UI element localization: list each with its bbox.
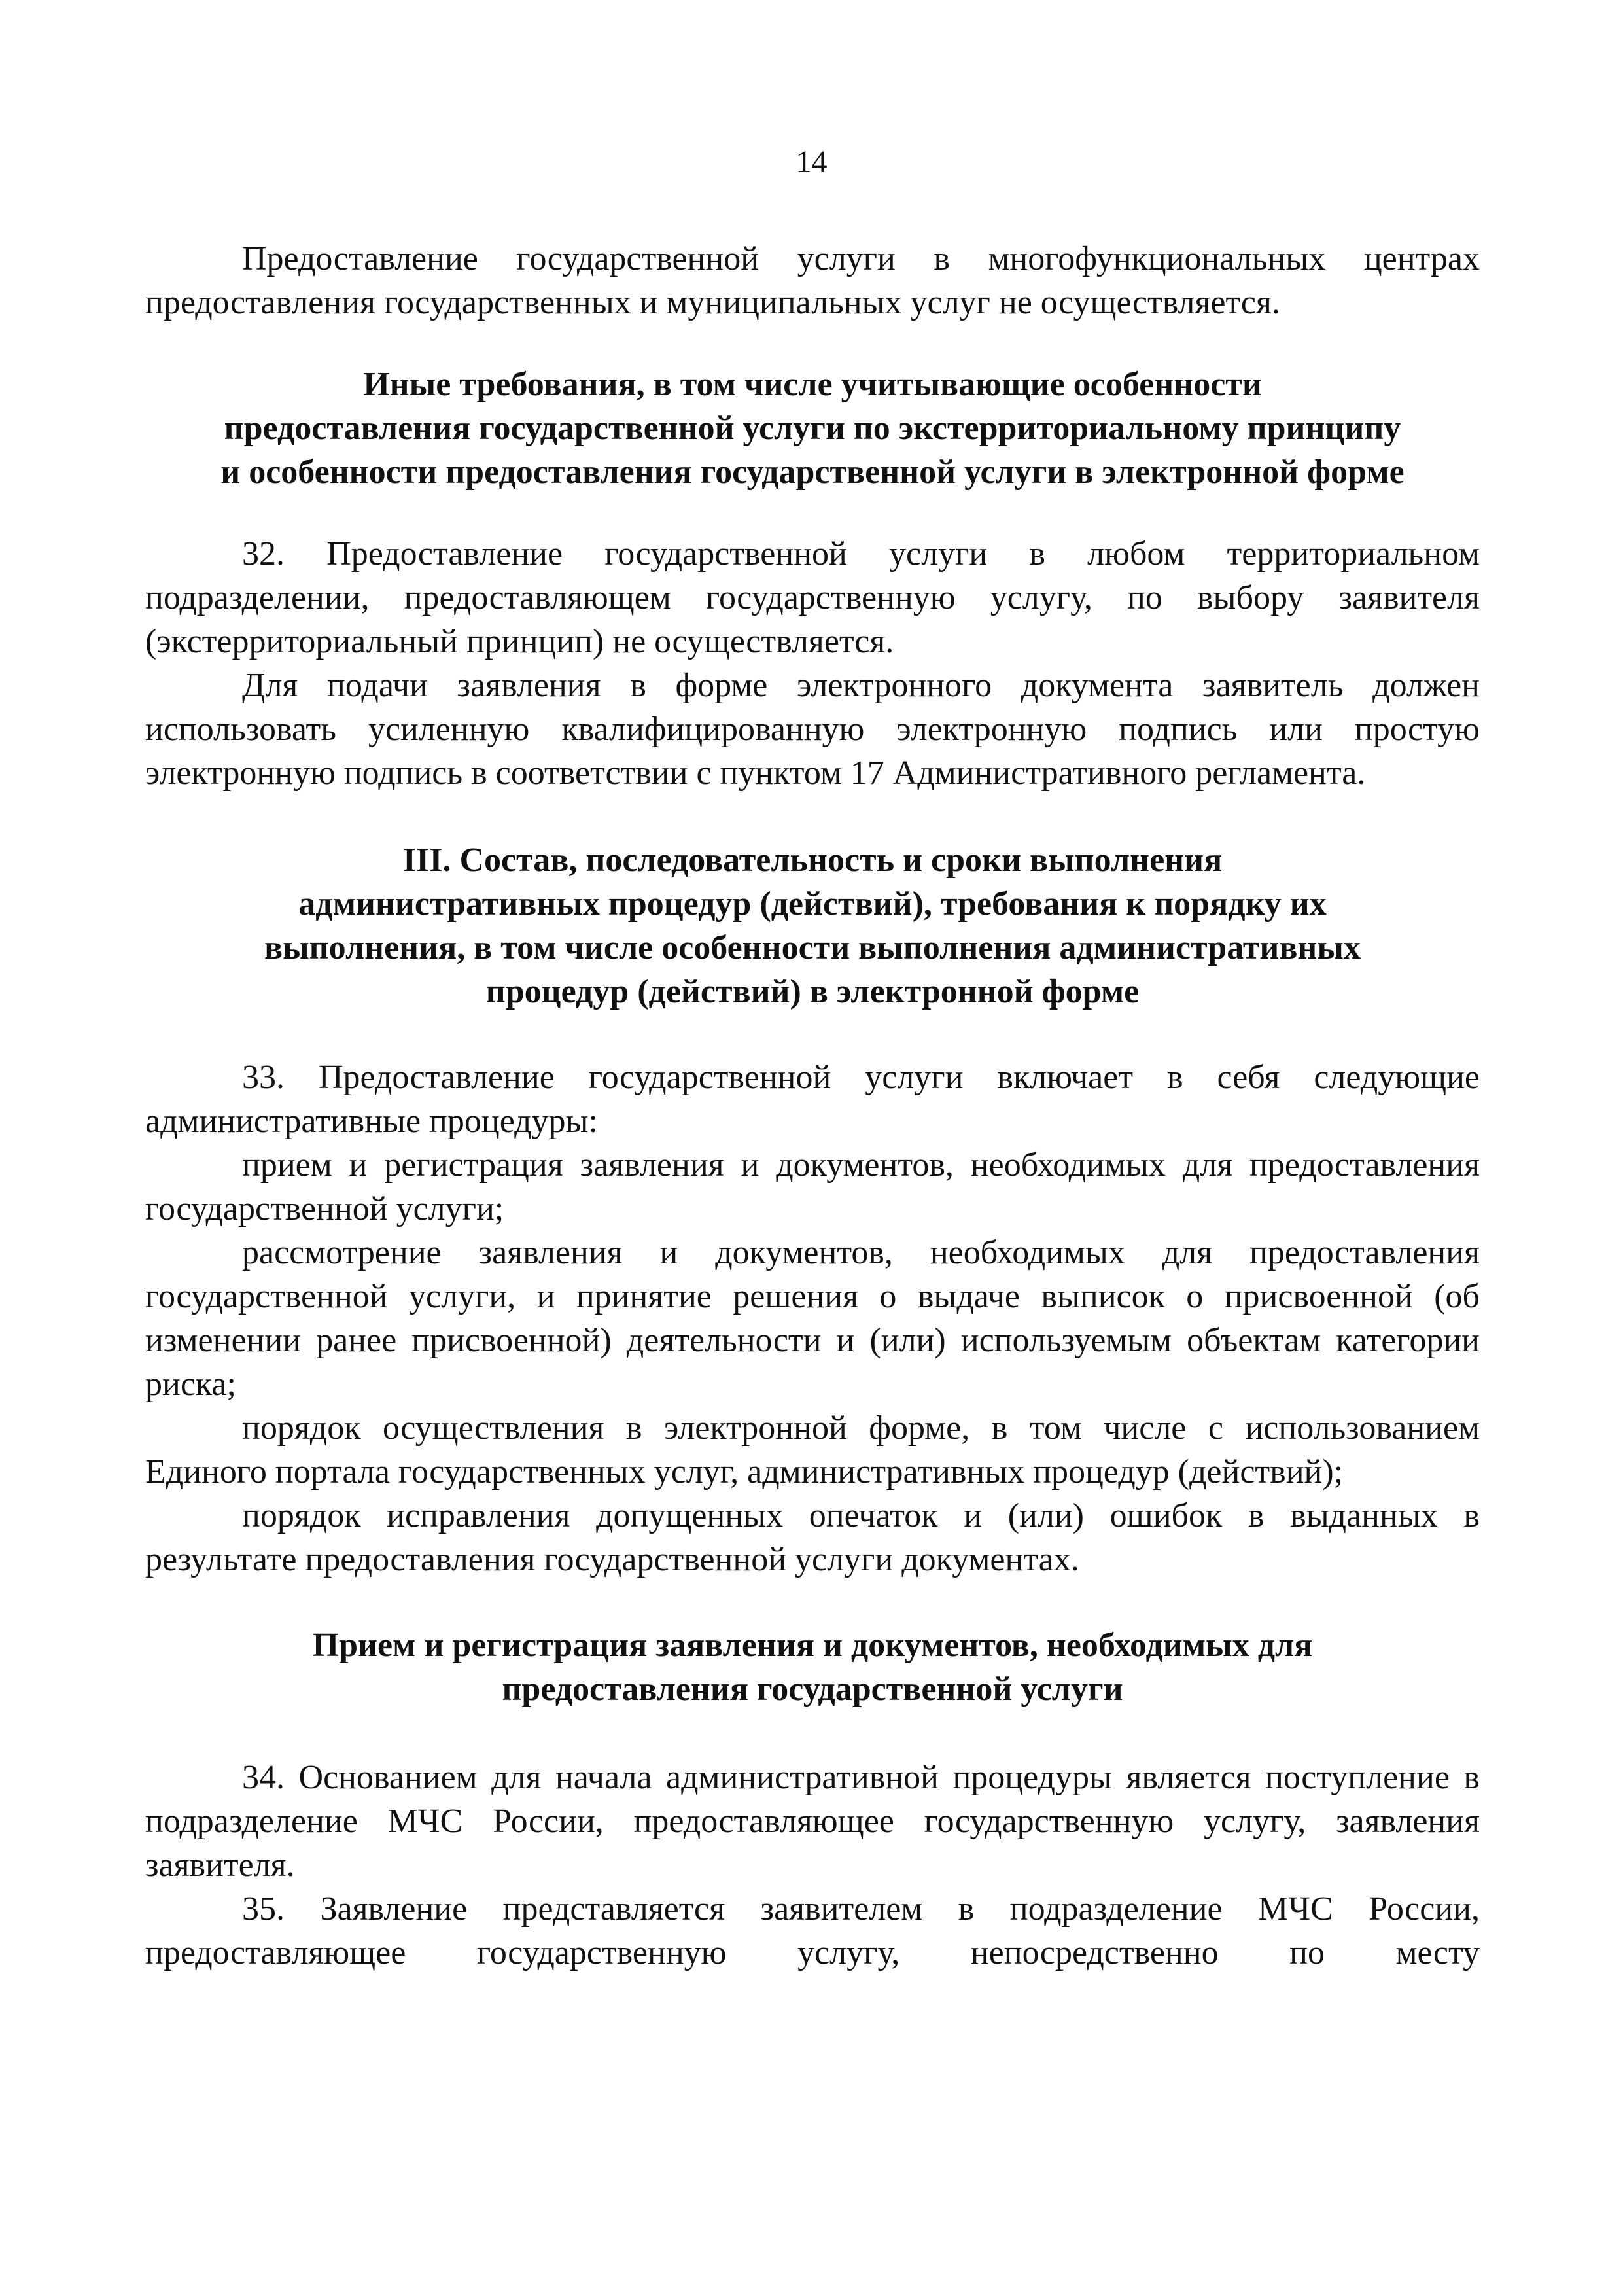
list-item-procedure-1: прием и регистрация заявления и документов, необходимых для предоставления государственной услуги;	[145, 1146, 1480, 1227]
heading-line: предоставления государственной услуги по экстерриториальному принципу	[224, 410, 1401, 447]
list-item-procedure-3: порядок осуществления в электронной форме, в том числе с использованием Единого портала государственных услуг, административных процедур (действий);	[145, 1409, 1480, 1491]
page-number: 14	[795, 145, 828, 179]
paragraph-35: 35. Заявление представляется заявителем в подразделение МЧС России, предоставляющее государственную услугу, непосредственно по месту	[145, 1890, 1480, 1971]
paragraph-33: 33. Предоставление государственной услуги включает в себя следующие административные процедуры:	[145, 1059, 1480, 1140]
heading-section-3	[145, 838, 1480, 1014]
heading-reception-registration	[145, 1623, 1480, 1711]
heading-line: административных процедур (действий), требования к порядку их	[298, 885, 1327, 923]
paragraph-mfc: Предоставление государственной услуги в многофункциональных центрах предоставления государственных и муниципальных услуг не осуществляется.	[145, 240, 1480, 321]
paragraph-32-signature: Для подачи заявления в форме электронного документа заявитель должен использовать усиленную квалифицированную электронную подпись или простую электронную подпись в соответствии с пунктом 17 Административного регламента.	[145, 667, 1480, 792]
heading-line: предоставления государственной услуги	[502, 1670, 1123, 1708]
heading-line: Прием и регистрация заявления и документов, необходимых для	[312, 1627, 1313, 1664]
heading-line: III. Состав, последовательность и сроки выполнения	[402, 841, 1223, 879]
heading-line: выполнения, в том числе особенности выполнения административных	[264, 929, 1361, 966]
list-item-procedure-2: рассмотрение заявления и документов, необходимых для предоставления государственной услуги, и принятие решения о выдаче выписок о присвоенной (об изменении ранее присвоенной) деятельности и (или) используемым объектам категории риска;	[145, 1234, 1480, 1403]
heading-line: и особенности предоставления государственной услуги в электронной форме	[220, 453, 1405, 491]
list-item-procedure-4: порядок исправления допущенных опечаток и (или) ошибок в выданных в результате предоставления государственной услуги документах.	[145, 1497, 1480, 1578]
heading-line: Иные требования, в том числе учитывающие особенности	[363, 366, 1262, 403]
paragraph-32: 32. Предоставление государственной услуги в любом территориальном подразделении, предоставляющем государственную услугу, по выбору заявителя (экстерриториальный принцип) не осуществляется.	[145, 535, 1480, 660]
document-body	[145, 237, 1480, 1975]
paragraph-34: 34. Основанием для начала административной процедуры является поступление в подразделение МЧС России, предоставляющее государственную услугу, заявления заявителя.	[145, 1759, 1480, 1884]
heading-line: процедур (действий) в электронной форме	[485, 973, 1140, 1010]
heading-other-requirements	[145, 362, 1480, 494]
